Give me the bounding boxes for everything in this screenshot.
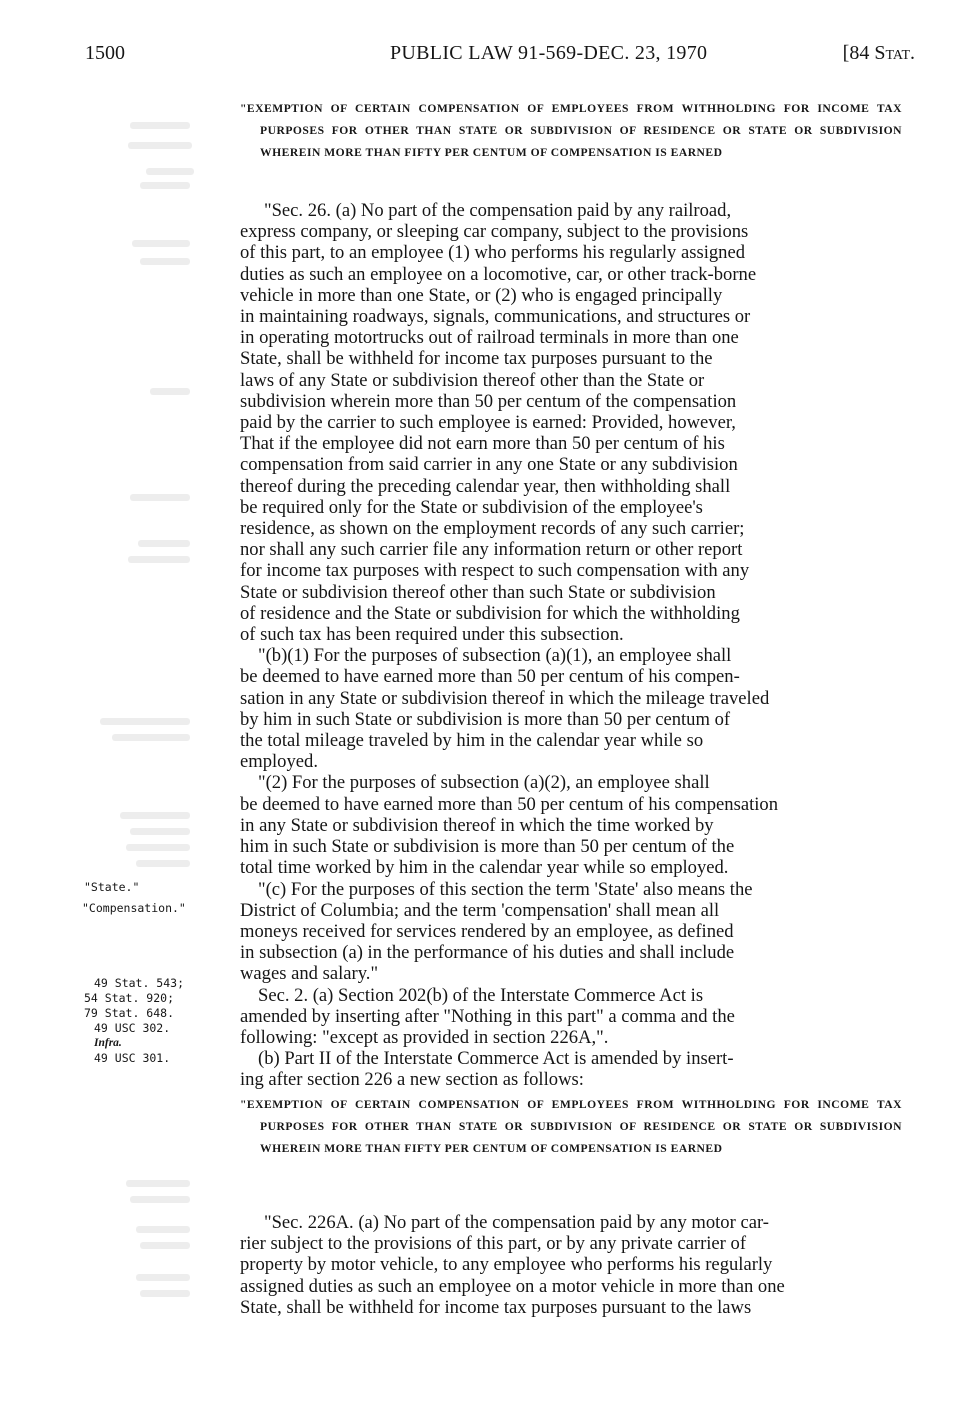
text-line: That if the employee did not earn more than 50 per centum of his: [240, 433, 725, 455]
text-line: in maintaining roadways, signals, communications, and structures or: [240, 306, 751, 328]
subsection-a: [240, 200, 898, 242]
section-226a-text: [240, 1212, 898, 1318]
heading-text: "EXEMPTION OF CERTAIN COMPENSATION OF EMPLOYEES FROM WITHHOLDING FOR INCOME TAX PURPOSES FOR OTHER THAN STATE OR SUBDIVISION OF RESIDENCE OR STATE OR SUBDIVISION WHEREIN MORE THAN FIFTY PER CENTUM OF COMPENSATION IS EARNED: [240, 1098, 902, 1155]
text-line: compensation from said carrier in any one State or any subdivision: [240, 454, 738, 476]
volume-reference: [84 Stat.: [842, 42, 915, 64]
header-title: PUBLIC LAW 91-569-DEC. 23, 1970: [390, 42, 708, 64]
text-line: "(b)(1) For the purposes of subsection (a)(1), an employee shall: [258, 645, 732, 667]
text-line: assigned duties as such an employee on a motor vehicle in more than one: [240, 1275, 785, 1297]
text-line: subdivision wherein more than 50 per centum of the compensation: [240, 390, 737, 412]
citation: 49 USC 302.: [94, 1021, 171, 1035]
page-number: 1500: [85, 42, 125, 64]
text-line: "(c) For the purposes of this section the term 'State' also means the: [258, 878, 753, 900]
citation: 79 Stat. 648.: [84, 1006, 175, 1020]
section-26-text: [240, 200, 898, 1091]
margin-note-compensation: [82, 901, 242, 916]
running-header: [85, 42, 915, 78]
text-line: moneys received for services rendered by an employee, as defined: [240, 920, 734, 942]
text-line: in operating motortrucks out of railroad terminals in more than one: [240, 327, 739, 349]
subsection-b2: [240, 772, 898, 878]
text-line: State, shall be withheld for income tax purposes pursuant to the: [240, 348, 713, 370]
margin-note-text: "State.": [84, 880, 140, 894]
text-line: express company, or sleeping car company, subject to the provisions: [240, 221, 749, 243]
text-line: duties as such an employee on a locomotive, car, or other track-borne: [240, 263, 757, 285]
text-line: Sec. 2. (a) Section 202(b) of the Interstate Commerce Act is: [258, 984, 704, 1006]
text-line: laws of any State or subdivision thereof other than the State or: [240, 369, 705, 391]
text-line: "(2) For the purposes of subsection (a)(2), an employee shall: [258, 772, 710, 794]
text-line: in subsection (a) in the performance of his duties and shall include: [240, 942, 735, 964]
text-line: property by motor vehicle, to any employee who performs his regularly: [240, 1254, 773, 1276]
margin-citations: [84, 976, 236, 1066]
text-line: be deemed to have earned more than 50 per centum of his compen-: [240, 666, 740, 688]
text-line: sation in any State or subdivision thereof in which the mileage traveled: [240, 687, 770, 709]
text-line: District of Columbia; and the term 'compensation' shall mean all: [240, 899, 720, 921]
text-line: amended by inserting after "Nothing in this part" a comma and the: [240, 1005, 735, 1027]
margin-note-state: [84, 880, 236, 895]
text-line: "Sec. 226A. (a) No part of the compensation paid by any motor car-: [264, 1212, 769, 1233]
text-line: following: "except as provided in section 226A,".: [240, 1026, 609, 1048]
text-line: State or subdivision thereof other than such State or subdivision: [240, 581, 716, 603]
text-line: vehicle in more than one State, or (2) who is engaged principally: [240, 284, 723, 306]
text-line: be deemed to have earned more than 50 per centum of his compensation: [240, 793, 778, 815]
margin-note-text: "Compensation.": [82, 901, 186, 915]
section-2: [240, 985, 898, 1091]
text-line: for income tax purposes with respect to such compensation with any: [240, 560, 750, 582]
text-line: ing after section 226 a new section as follows:: [240, 1069, 584, 1091]
citation: 49 Stat. 543;: [94, 976, 185, 990]
text-line: of such tax has been required under this subsection.: [240, 624, 624, 646]
text-line: of residence and the State or subdivision for which the withholding: [240, 602, 740, 624]
section-heading-226a: [240, 1094, 902, 1160]
text-line: the total mileage traveled by him in the calendar year while so: [240, 730, 704, 752]
section-heading-26: [240, 98, 902, 164]
text-line: by him in such State or subdivision is more than 50 per centum of: [240, 708, 731, 730]
text-line: thereof during the preceding calendar year, then withholding shall: [240, 475, 731, 497]
text-line: be required only for the State or subdivision of the employee's: [240, 496, 703, 518]
citation: 54 Stat. 920;: [84, 991, 175, 1005]
text-line: State, shall be withheld for income tax purposes pursuant to the laws: [240, 1296, 752, 1318]
text-line: residence, as shown on the employment records of any such carrier;: [240, 518, 745, 540]
text-line: "Sec. 26. (a) No part of the compensation paid by any railroad,: [264, 200, 732, 221]
text-line: wages and salary.": [240, 963, 379, 985]
text-line: in any State or subdivision thereof in which the time worked by: [240, 814, 714, 836]
citation: 49 USC 301.: [94, 1051, 171, 1065]
subsection-b1: [240, 645, 898, 772]
text-line: of this part, to an employee (1) who performs his regularly assigned: [240, 242, 746, 264]
text-line: rier subject to the provisions of this part, or by any private carrier of: [240, 1233, 747, 1255]
text-line: employed.: [240, 751, 318, 773]
citation: Infra.: [94, 1037, 122, 1049]
text-line: nor shall any such carrier file any information return or other report: [240, 539, 743, 561]
subsection-a-cont: [240, 242, 898, 645]
text-line: (b) Part II of the Interstate Commerce Act is amended by insert-: [258, 1048, 734, 1070]
text-line: total time worked by him in the calendar year while so employed.: [240, 857, 729, 879]
text-line: him in such State or subdivision is more than 50 per centum of the: [240, 836, 735, 858]
subsection-c: [240, 879, 898, 985]
heading-text: "EXEMPTION OF CERTAIN COMPENSATION OF EMPLOYEES FROM WITHHOLDING FOR INCOME TAX PURPOSES FOR OTHER THAN STATE OR SUBDIVISION OF RESIDENCE OR STATE OR SUBDIVISION WHEREIN MORE THAN FIFTY PER CENTUM OF COMPENSATION IS EARNED: [240, 102, 902, 159]
text-line: paid by the carrier to such employee is earned: Provided, however,: [240, 412, 736, 434]
